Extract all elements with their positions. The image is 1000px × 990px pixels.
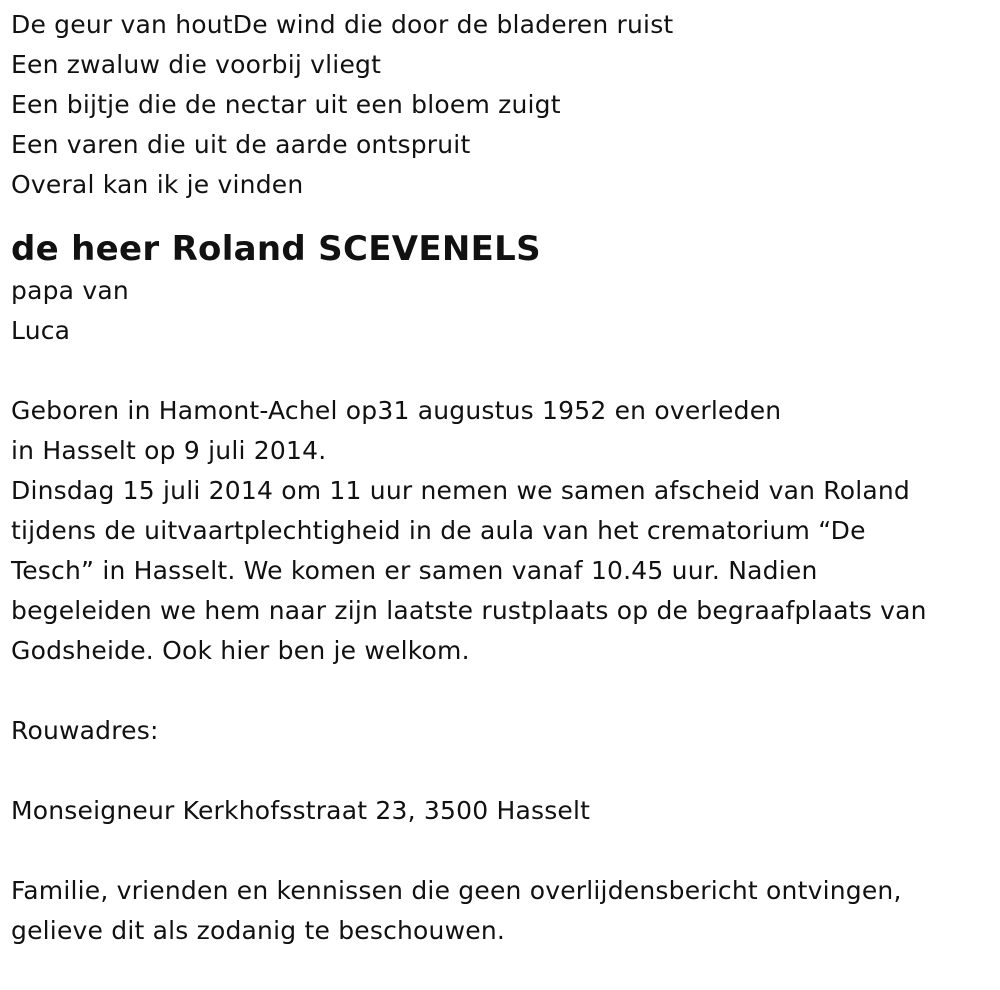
deceased-name: de heer Roland SCEVENELS xyxy=(11,229,541,269)
details-line: begeleiden we hem naar zijn laatste rustplaats op de begraafplaats van xyxy=(11,596,927,625)
spacer xyxy=(11,351,991,391)
details-line: Geboren in Hamont-Achel op31 augustus 1952 en overleden xyxy=(11,396,782,425)
details-line: tijdens de uitvaartplechtigheid in de aula van het crematorium “De xyxy=(11,516,866,545)
poem xyxy=(11,5,991,205)
poem-line: Overal kan ik je vinden xyxy=(11,170,304,199)
obituary-document xyxy=(11,0,991,951)
details-line: Dinsdag 15 juli 2014 om 11 uur nemen we samen afscheid van Roland xyxy=(11,476,910,505)
details-line: in Hasselt op 9 juli 2014. xyxy=(11,436,327,465)
address-label: Rouwadres: xyxy=(11,716,159,745)
spacer xyxy=(11,831,991,871)
poem-line: De geur van houtDe wind die door de bladeren ruist xyxy=(11,10,674,39)
poem-line: Een zwaluw die voorbij vliegt xyxy=(11,50,382,79)
closing-paragraph xyxy=(11,871,991,951)
details-line: Tesch” in Hasselt. We komen er samen vanaf 10.45 uur. Nadien xyxy=(11,556,818,585)
details-paragraph xyxy=(11,391,991,671)
spacer xyxy=(11,671,991,711)
relation-label: papa van xyxy=(11,276,129,305)
closing-line: gelieve dit als zodanig te beschouwen. xyxy=(11,916,506,945)
spacer xyxy=(11,751,991,791)
address-value: Monseigneur Kerkhofsstraat 23, 3500 Hasselt xyxy=(11,796,591,825)
relation-name: Luca xyxy=(11,316,71,345)
poem-line: Een bijtje die de nectar uit een bloem zuigt xyxy=(11,90,561,119)
poem-line: Een varen die uit de aarde ontspruit xyxy=(11,130,471,159)
details-line: Godsheide. Ook hier ben je welkom. xyxy=(11,636,470,665)
closing-line: Familie, vrienden en kennissen die geen overlijdensbericht ontvingen, xyxy=(11,876,902,905)
